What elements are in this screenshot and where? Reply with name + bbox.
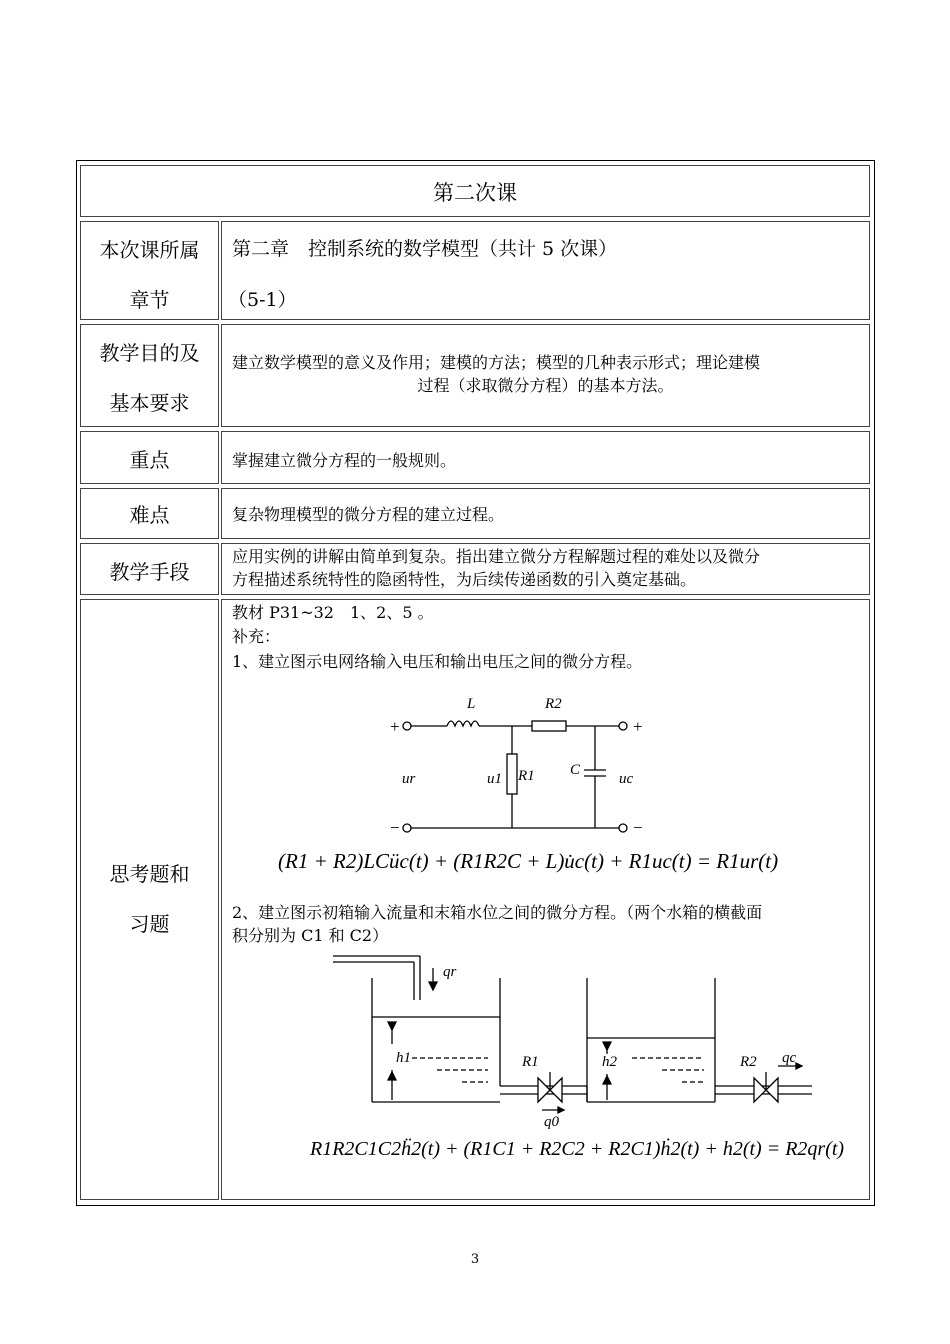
chapter-label-cell (80, 221, 219, 320)
exercise-q1: 1、建立图示电网络输入电压和输出电压之间的微分方程。 (232, 652, 643, 671)
label-h1: h1 (396, 1050, 411, 1066)
difficulties-label-cell (80, 488, 219, 539)
methods-line-2: 方程描述系统特性的隐函特性，为后续传递函数的引入奠定基础。 (232, 570, 697, 589)
methods-label-cell (80, 543, 219, 595)
label-R1: R1 (518, 768, 535, 784)
methods-line-1: 应用实例的讲解由简单到复杂。指出建立微分方程解题过程的难处以及微分 (232, 547, 761, 566)
label-R1-valve: R1 (522, 1054, 539, 1070)
label-uc: uc (619, 771, 634, 787)
plus-right: + (633, 717, 643, 736)
chapter-line-2: （5-1） (228, 289, 297, 311)
page-number: 3 (470, 1252, 480, 1267)
chapter-content-cell (221, 221, 870, 320)
chapter-label-1: 本次课所属 (99, 238, 200, 262)
label-u1: u1 (487, 771, 502, 787)
objectives-line-1: 建立数学模型的意义及作用；建模的方法；模型的几种表示形式；理论建模 (232, 353, 761, 372)
key-points-label: 重点 (129, 448, 170, 472)
lesson-table (76, 160, 875, 1206)
rlc-circuit-diagram (222, 688, 871, 848)
exercise-supplement: 补充： (232, 627, 281, 646)
difficulties-content-cell (221, 488, 870, 539)
exercise-textbook: 教材 P31~32 1、2、5 。 (232, 603, 434, 622)
label-C: C (570, 762, 581, 778)
water-tank-diagram (222, 950, 871, 1130)
chapter-label-2: 章节 (129, 288, 170, 312)
objectives-label-2: 基本要求 (109, 391, 190, 415)
difficulties-text: 复杂物理模型的微分方程的建立过程。 (232, 505, 505, 524)
key-points-text: 掌握建立微分方程的一般规则。 (232, 451, 457, 470)
objectives-label-1: 教学目的及 (99, 341, 200, 365)
exercise-q2-line-2: 积分别为 C1 和 C2） (232, 926, 389, 945)
lesson-title-cell (80, 165, 870, 217)
label-R2-valve: R2 (740, 1054, 757, 1070)
minus-right: − (633, 818, 643, 837)
chapter-line-1: 第二章 控制系统的数学模型（共计 5 次课） (232, 238, 618, 260)
key-points-content-cell (221, 431, 870, 484)
label-qc: qc (782, 1050, 797, 1066)
label-L: L (467, 696, 476, 712)
methods-content-cell (221, 543, 870, 595)
label-h2: h2 (602, 1054, 617, 1070)
label-ur: ur (402, 771, 416, 787)
plus-left: + (390, 717, 400, 736)
objectives-label-cell (80, 324, 219, 427)
key-points-label-cell (80, 431, 219, 484)
lesson-title: 第二次课 (433, 181, 517, 205)
exercises-content-cell (221, 599, 870, 1200)
methods-label: 教学手段 (109, 560, 190, 584)
minus-left: − (390, 818, 400, 837)
exercise-q2-line-1: 2、建立图示初箱输入流量和末箱水位之间的微分方程。（两个水箱的横截面 (232, 903, 763, 922)
equation-2: R1R2C1C2ḧ2(t) + (R1C1 + R2C2 + R2C1)ḣ2(t) + h2(t) = R2qr(t) (310, 1138, 845, 1160)
label-q0: q0 (544, 1114, 559, 1130)
exercises-label-cell (80, 599, 219, 1200)
exercises-label-2: 习题 (129, 912, 170, 936)
exercises-label-1: 思考题和 (109, 862, 190, 886)
objectives-content-cell (221, 324, 870, 427)
objectives-line-2: 过程（求取微分方程）的基本方法。 (417, 376, 674, 395)
label-qr: qr (443, 964, 457, 980)
equation-1: (R1 + R2)LCüc(t) + (R1R2C + L)u̇c(t) + R1uc(t) = R1ur(t) (278, 849, 779, 873)
difficulties-label: 难点 (129, 503, 170, 527)
label-R2: R2 (545, 696, 562, 712)
